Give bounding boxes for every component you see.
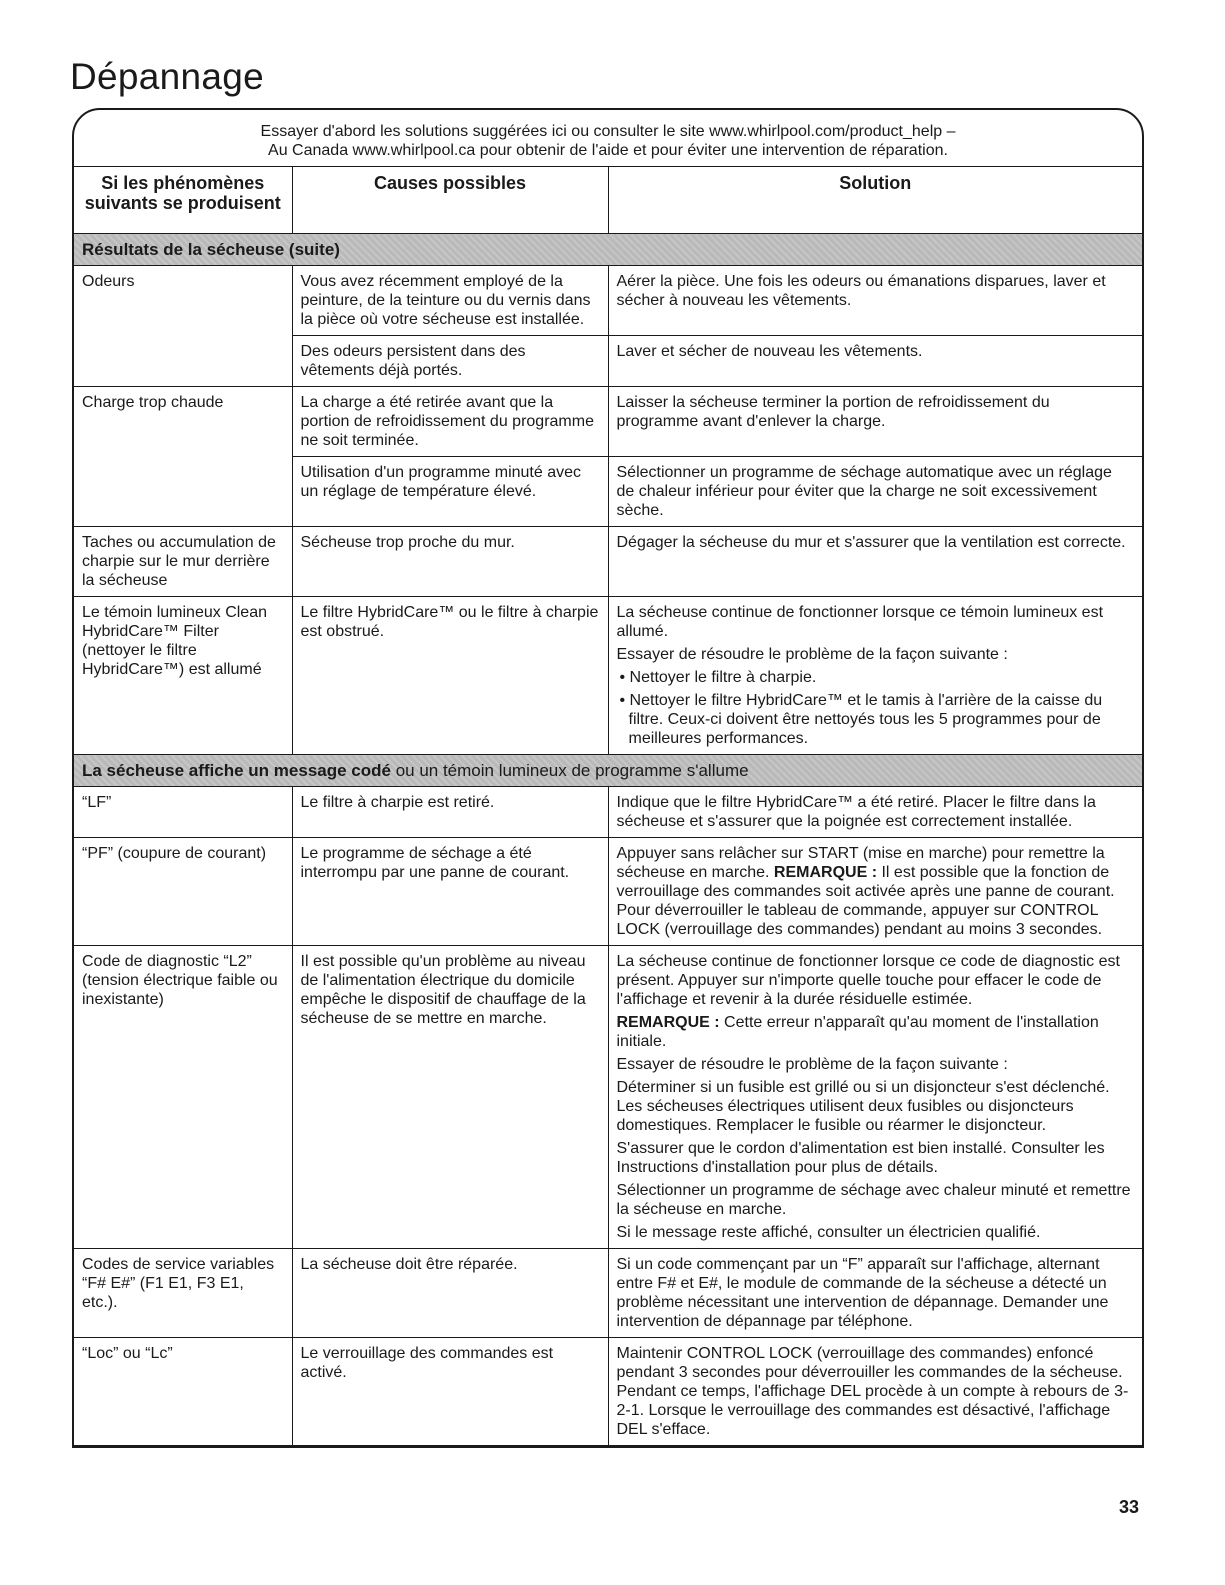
- troubleshooting-frame: [72, 108, 1144, 1448]
- solution-cell: [608, 838, 1142, 946]
- section-title-bold: La sécheuse affiche un message codé: [82, 761, 391, 780]
- header-solution: Solution: [608, 167, 1142, 234]
- cause-cell: Utilisation d'un programme minuté avec un réglage de température élevé.: [292, 457, 608, 527]
- header-causes: Causes possibles: [292, 167, 608, 234]
- solution-paragraph: Sélectionner un programme de séchage avec chaleur minuté et remettre la sécheuse en marche.: [616, 1182, 1131, 1218]
- solution-cell: Laver et sécher de nouveau les vêtements.: [608, 336, 1142, 387]
- cause-cell: Vous avez récemment employé de la peinture, de la teinture ou du vernis dans la pièce où votre sécheuse est installée.: [292, 266, 608, 336]
- note-label: REMARQUE :: [616, 1014, 720, 1031]
- solution-paragraph: Déterminer si un fusible est grillé ou si un disjoncteur s'est déclenché. Les sécheuses électriques utilisent deux fusibles ou disjoncteurs domestiques. Remplacer le fusible ou réarmer le disjoncteur.: [616, 1079, 1110, 1134]
- solution-text: Appuyer sans relâcher sur START (mise en marche) pour remettre la sécheuse en marche.: [616, 845, 1105, 881]
- intro-line-2: Au Canada www.whirlpool.ca pour obtenir de l'aide et pour éviter une intervention de réparation.: [268, 142, 948, 159]
- table-row: [74, 1338, 1142, 1446]
- solution-paragraph: [617, 1013, 1135, 1051]
- section-header-results: [74, 234, 1142, 266]
- troubleshooting-table: [74, 166, 1142, 1446]
- cause-cell: La sécheuse doit être réparée.: [292, 1249, 608, 1338]
- table-row: [74, 1249, 1142, 1338]
- solution-cell: Laisser la sécheuse terminer la portion de refroidissement du programme avant d'enlever la charge.: [608, 387, 1142, 457]
- cause-cell: Le filtre HybridCare™ ou le filtre à charpie est obstrué.: [292, 597, 608, 755]
- problem-cell: “PF” (coupure de courant): [74, 838, 292, 946]
- section-title: Résultats de la sécheuse (suite): [82, 240, 340, 259]
- cause-cell: Sécheuse trop proche du mur.: [292, 527, 608, 597]
- section-header-codes: [74, 755, 1142, 787]
- solution-paragraph: Essayer de résoudre le problème de la façon suivante :: [616, 646, 1008, 663]
- problem-cell: Taches ou accumulation de charpie sur le mur derrière la sécheuse: [74, 527, 292, 597]
- table-row: [74, 266, 1142, 336]
- header-problem: Si les phénomènes suivants se produisent: [74, 167, 292, 234]
- cause-cell: Le programme de séchage a été interrompu par une panne de courant.: [292, 838, 608, 946]
- solution-cell: [608, 597, 1142, 755]
- solution-bullet: • Nettoyer le filtre HybridCare™ et le tamis à l'arrière de la caisse du filtre. Ceux-ci doivent être nettoyés tous les 5 programmes pour de meilleures performances.: [619, 692, 1103, 747]
- solution-paragraph: Si le message reste affiché, consulter un électricien qualifié.: [616, 1224, 1041, 1241]
- solution-cell: Dégager la sécheuse du mur et s'assurer que la ventilation est correcte.: [608, 527, 1142, 597]
- solution-text: Cette erreur n'apparaît qu'au moment de l'installation initiale.: [616, 1014, 1099, 1050]
- page-number: 33: [1118, 1497, 1139, 1517]
- solution-paragraph: La sécheuse continue de fonctionner lorsque ce témoin lumineux est allumé.: [616, 604, 1104, 640]
- solution-cell: Maintenir CONTROL LOCK (verrouillage des commandes) enfoncé pendant 3 secondes pour déverrouiller les commandes de la sécheuse. Pendant ce temps, l'affichage DEL procède à un compte à rebours de 3-2-1. Lorsque le verrouillage des commandes est désactivé, l'affichage DEL s'efface.: [608, 1338, 1142, 1446]
- problem-cell: Charge trop chaude: [74, 387, 292, 527]
- solution-cell: Si un code commençant par un “F” apparaît sur l'affichage, alternant entre F# et E#, le module de commande de la sécheuse a détecté un problème nécessitant une intervention de dépannage. Demander une intervention de dépannage par téléphone.: [608, 1249, 1142, 1338]
- cause-cell: Le verrouillage des commandes est activé.: [292, 1338, 608, 1446]
- table-row: [74, 387, 1142, 457]
- solution-cell: Indique que le filtre HybridCare™ a été retiré. Placer le filtre dans la sécheuse et s'assurer que la poignée est correctement installée.: [608, 787, 1142, 838]
- solution-paragraph: La sécheuse continue de fonctionner lorsque ce code de diagnostic est présent. Appuyer sur n'importe quelle touche pour effacer le code de l'affichage et revenir à la durée résiduelle estimée.: [616, 953, 1120, 1008]
- table-row: [74, 787, 1142, 838]
- solution-text: Il est possible que la fonction de verrouillage des commandes soit activée après une panne de courant. Pour déverrouiller le tableau de commande, appuyer sur CONTROL LOCK (verrouillage des commandes) pendant au moins 3 secondes.: [616, 864, 1115, 938]
- header-row: [74, 167, 1142, 234]
- intro-text: [74, 110, 1142, 166]
- table-row: [74, 597, 1142, 755]
- solution-bullet: • Nettoyer le filtre à charpie.: [619, 669, 817, 686]
- problem-cell: Codes de service variables “F# E#” (F1 E1, F3 E1, etc.).: [74, 1249, 292, 1338]
- cause-cell: Il est possible qu'un problème au niveau de l'alimentation électrique du domicile empêche le dispositif de chauffage de la sécheuse de se mettre en marche.: [292, 946, 608, 1249]
- problem-cell: “Loc” ou “Lc”: [74, 1338, 292, 1446]
- table-row: [74, 838, 1142, 946]
- problem-cell: “LF”: [74, 787, 292, 838]
- problem-cell: Code de diagnostic “L2” (tension électrique faible ou inexistante): [74, 946, 292, 1249]
- intro-line-1: Essayer d'abord les solutions suggérées ici ou consulter le site www.whirlpool.com/product_help –: [260, 123, 956, 140]
- solution-cell: Aérer la pièce. Une fois les odeurs ou émanations disparues, laver et sécher à nouveau les vêtements.: [608, 266, 1142, 336]
- table-row: [74, 527, 1142, 597]
- cause-cell: La charge a été retirée avant que la portion de refroidissement du programme ne soit terminée.: [292, 387, 608, 457]
- table-row: [74, 946, 1142, 1249]
- note-label: REMARQUE :: [773, 864, 878, 881]
- cause-cell: Le filtre à charpie est retiré.: [292, 787, 608, 838]
- solution-cell: Sélectionner un programme de séchage automatique avec un réglage de chaleur inférieur pour éviter que la charge ne soit excessivement sèche.: [608, 457, 1142, 527]
- solution-cell: [608, 946, 1142, 1249]
- page-title: Dépannage: [70, 56, 265, 97]
- problem-cell: Odeurs: [74, 266, 292, 387]
- cause-cell: Des odeurs persistent dans des vêtements déjà portés.: [292, 336, 608, 387]
- section-title-rest: ou un témoin lumineux de programme s'allume: [390, 761, 749, 780]
- solution-paragraph: Essayer de résoudre le problème de la façon suivante :: [616, 1056, 1008, 1073]
- problem-cell: Le témoin lumineux Clean HybridCare™ Filter (nettoyer le filtre HybridCare™) est allumé: [74, 597, 292, 755]
- solution-paragraph: S'assurer que le cordon d'alimentation est bien installé. Consulter les Instructions d'installation pour plus de détails.: [616, 1140, 1105, 1176]
